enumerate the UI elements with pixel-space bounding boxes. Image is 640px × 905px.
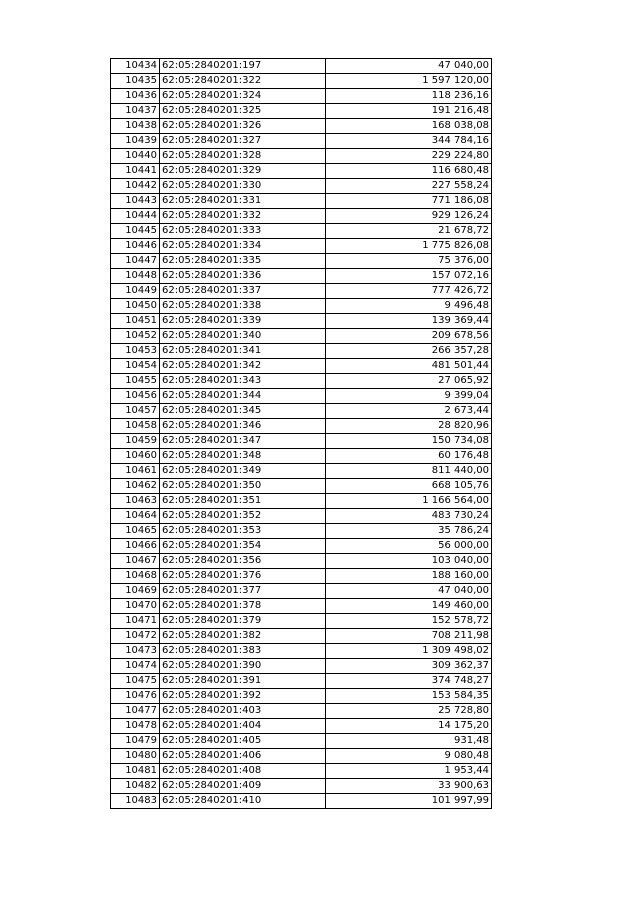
cadastral-number-cell: 62:05:2840201:351 [160, 494, 326, 509]
table-row [111, 164, 492, 179]
value-cell: 668 105,76 [326, 479, 492, 494]
cadastral-number-cell: 62:05:2840201:335 [160, 254, 326, 269]
table-row [111, 749, 492, 764]
row-number-cell: 10468 [111, 569, 160, 584]
row-number-cell: 10460 [111, 449, 160, 464]
value-cell: 209 678,56 [326, 329, 492, 344]
row-number-cell: 10476 [111, 689, 160, 704]
row-number-cell: 10444 [111, 209, 160, 224]
cadastral-number-cell: 62:05:2840201:344 [160, 389, 326, 404]
table-row [111, 734, 492, 749]
table-row [111, 239, 492, 254]
cadastral-number-cell: 62:05:2840201:330 [160, 179, 326, 194]
cadastral-number-cell: 62:05:2840201:406 [160, 749, 326, 764]
row-number-cell: 10450 [111, 299, 160, 314]
row-number-cell: 10453 [111, 344, 160, 359]
cadastral-number-cell: 62:05:2840201:324 [160, 89, 326, 104]
value-cell: 481 501,44 [326, 359, 492, 374]
cadastral-number-cell: 62:05:2840201:333 [160, 224, 326, 239]
row-number-cell: 10445 [111, 224, 160, 239]
value-cell: 1 775 826,08 [326, 239, 492, 254]
cadastral-number-cell: 62:05:2840201:322 [160, 74, 326, 89]
value-cell: 56 000,00 [326, 539, 492, 554]
cadastral-number-cell: 62:05:2840201:342 [160, 359, 326, 374]
cadastral-number-cell: 62:05:2840201:329 [160, 164, 326, 179]
value-cell: 929 126,24 [326, 209, 492, 224]
table-row [111, 329, 492, 344]
value-cell: 168 038,08 [326, 119, 492, 134]
cadastral-number-cell: 62:05:2840201:328 [160, 149, 326, 164]
table-row [111, 194, 492, 209]
row-number-cell: 10449 [111, 284, 160, 299]
value-cell: 14 175,20 [326, 719, 492, 734]
cadastral-number-cell: 62:05:2840201:408 [160, 764, 326, 779]
cadastral-number-cell: 62:05:2840201:392 [160, 689, 326, 704]
table-row [111, 434, 492, 449]
value-cell: 374 748,27 [326, 674, 492, 689]
row-number-cell: 10451 [111, 314, 160, 329]
row-number-cell: 10474 [111, 659, 160, 674]
row-number-cell: 10457 [111, 404, 160, 419]
cadastral-number-cell: 62:05:2840201:353 [160, 524, 326, 539]
table-row [111, 359, 492, 374]
value-cell: 118 236,16 [326, 89, 492, 104]
table-row [111, 614, 492, 629]
table-row [111, 254, 492, 269]
table-row [111, 509, 492, 524]
row-number-cell: 10477 [111, 704, 160, 719]
row-number-cell: 10465 [111, 524, 160, 539]
value-cell: 227 558,24 [326, 179, 492, 194]
value-cell: 1 597 120,00 [326, 74, 492, 89]
cadastral-number-cell: 62:05:2840201:346 [160, 419, 326, 434]
cadastral-number-cell: 62:05:2840201:332 [160, 209, 326, 224]
row-number-cell: 10459 [111, 434, 160, 449]
table-row [111, 119, 492, 134]
table-row [111, 374, 492, 389]
cadastral-number-cell: 62:05:2840201:410 [160, 794, 326, 809]
cadastral-number-cell: 62:05:2840201:405 [160, 734, 326, 749]
value-cell: 483 730,24 [326, 509, 492, 524]
table-row [111, 719, 492, 734]
table-row [111, 794, 492, 809]
row-number-cell: 10443 [111, 194, 160, 209]
row-number-cell: 10473 [111, 644, 160, 659]
cadastral-number-cell: 62:05:2840201:343 [160, 374, 326, 389]
row-number-cell: 10435 [111, 74, 160, 89]
value-cell: 266 357,28 [326, 344, 492, 359]
cadastral-number-cell: 62:05:2840201:339 [160, 314, 326, 329]
row-number-cell: 10452 [111, 329, 160, 344]
value-cell: 116 680,48 [326, 164, 492, 179]
table-row [111, 479, 492, 494]
value-cell: 25 728,80 [326, 704, 492, 719]
table-row [111, 284, 492, 299]
row-number-cell: 10481 [111, 764, 160, 779]
row-number-cell: 10461 [111, 464, 160, 479]
value-cell: 188 160,00 [326, 569, 492, 584]
row-number-cell: 10434 [111, 59, 160, 74]
table-row [111, 419, 492, 434]
cadastral-number-cell: 62:05:2840201:404 [160, 719, 326, 734]
value-cell: 2 673,44 [326, 404, 492, 419]
table-row [111, 659, 492, 674]
cadastral-number-cell: 62:05:2840201:334 [160, 239, 326, 254]
value-cell: 777 426,72 [326, 284, 492, 299]
value-cell: 139 369,44 [326, 314, 492, 329]
row-number-cell: 10463 [111, 494, 160, 509]
row-number-cell: 10479 [111, 734, 160, 749]
table-row [111, 449, 492, 464]
cadastral-number-cell: 62:05:2840201:382 [160, 629, 326, 644]
table-row [111, 554, 492, 569]
row-number-cell: 10466 [111, 539, 160, 554]
cadastral-number-cell: 62:05:2840201:345 [160, 404, 326, 419]
table-row [111, 299, 492, 314]
table-row [111, 344, 492, 359]
row-number-cell: 10437 [111, 104, 160, 119]
row-number-cell: 10483 [111, 794, 160, 809]
cadastral-number-cell: 62:05:2840201:327 [160, 134, 326, 149]
cadastral-number-cell: 62:05:2840201:347 [160, 434, 326, 449]
value-cell: 150 734,08 [326, 434, 492, 449]
row-number-cell: 10441 [111, 164, 160, 179]
cadastral-number-cell: 62:05:2840201:197 [160, 59, 326, 74]
row-number-cell: 10472 [111, 629, 160, 644]
cadastral-number-cell: 62:05:2840201:378 [160, 599, 326, 614]
row-number-cell: 10442 [111, 179, 160, 194]
value-cell: 152 578,72 [326, 614, 492, 629]
table-row [111, 89, 492, 104]
cadastral-number-cell: 62:05:2840201:326 [160, 119, 326, 134]
table-row [111, 644, 492, 659]
value-cell: 33 900,63 [326, 779, 492, 794]
table-row [111, 74, 492, 89]
value-cell: 28 820,96 [326, 419, 492, 434]
table-row [111, 59, 492, 74]
value-cell: 47 040,00 [326, 59, 492, 74]
row-number-cell: 10470 [111, 599, 160, 614]
cadastral-number-cell: 62:05:2840201:379 [160, 614, 326, 629]
value-cell: 75 376,00 [326, 254, 492, 269]
table-row [111, 704, 492, 719]
value-cell: 157 072,16 [326, 269, 492, 284]
cadastral-number-cell: 62:05:2840201:409 [160, 779, 326, 794]
table-row [111, 179, 492, 194]
table-row [111, 524, 492, 539]
row-number-cell: 10446 [111, 239, 160, 254]
table-row [111, 104, 492, 119]
table-row [111, 584, 492, 599]
row-number-cell: 10458 [111, 419, 160, 434]
table-row [111, 224, 492, 239]
value-cell: 153 584,35 [326, 689, 492, 704]
cadastral-number-cell: 62:05:2840201:376 [160, 569, 326, 584]
table-row [111, 209, 492, 224]
table-row [111, 404, 492, 419]
value-cell: 9 080,48 [326, 749, 492, 764]
table-row [111, 674, 492, 689]
value-cell: 1 953,44 [326, 764, 492, 779]
table-body [111, 59, 492, 809]
cadastral-number-cell: 62:05:2840201:337 [160, 284, 326, 299]
row-number-cell: 10469 [111, 584, 160, 599]
cadastral-number-cell: 62:05:2840201:325 [160, 104, 326, 119]
value-cell: 309 362,37 [326, 659, 492, 674]
value-cell: 708 211,98 [326, 629, 492, 644]
cadastral-number-cell: 62:05:2840201:338 [160, 299, 326, 314]
cadastral-number-cell: 62:05:2840201:349 [160, 464, 326, 479]
cadastral-number-cell: 62:05:2840201:356 [160, 554, 326, 569]
value-cell: 35 786,24 [326, 524, 492, 539]
row-number-cell: 10464 [111, 509, 160, 524]
value-cell: 1 309 498,02 [326, 644, 492, 659]
table-row [111, 779, 492, 794]
row-number-cell: 10482 [111, 779, 160, 794]
row-number-cell: 10440 [111, 149, 160, 164]
table-row [111, 689, 492, 704]
row-number-cell: 10456 [111, 389, 160, 404]
row-number-cell: 10439 [111, 134, 160, 149]
row-number-cell: 10438 [111, 119, 160, 134]
value-cell: 101 997,99 [326, 794, 492, 809]
cadastral-number-cell: 62:05:2840201:391 [160, 674, 326, 689]
row-number-cell: 10454 [111, 359, 160, 374]
row-number-cell: 10462 [111, 479, 160, 494]
table-row [111, 599, 492, 614]
table-row [111, 494, 492, 509]
row-number-cell: 10471 [111, 614, 160, 629]
value-cell: 149 460,00 [326, 599, 492, 614]
value-cell: 47 040,00 [326, 584, 492, 599]
cadastral-number-cell: 62:05:2840201:352 [160, 509, 326, 524]
value-cell: 229 224,80 [326, 149, 492, 164]
table-row [111, 389, 492, 404]
value-cell: 771 186,08 [326, 194, 492, 209]
value-cell: 60 176,48 [326, 449, 492, 464]
table-row [111, 149, 492, 164]
cadastral-number-cell: 62:05:2840201:377 [160, 584, 326, 599]
cadastral-number-cell: 62:05:2840201:331 [160, 194, 326, 209]
table-row [111, 464, 492, 479]
cadastral-value-table [110, 58, 492, 809]
cadastral-number-cell: 62:05:2840201:348 [160, 449, 326, 464]
value-cell: 344 784,16 [326, 134, 492, 149]
row-number-cell: 10448 [111, 269, 160, 284]
value-cell: 811 440,00 [326, 464, 492, 479]
table-row [111, 539, 492, 554]
cadastral-number-cell: 62:05:2840201:350 [160, 479, 326, 494]
value-cell: 27 065,92 [326, 374, 492, 389]
table-row [111, 629, 492, 644]
row-number-cell: 10455 [111, 374, 160, 389]
value-cell: 9 399,04 [326, 389, 492, 404]
table-row [111, 134, 492, 149]
cadastral-number-cell: 62:05:2840201:390 [160, 659, 326, 674]
value-cell: 21 678,72 [326, 224, 492, 239]
table-row [111, 314, 492, 329]
cadastral-number-cell: 62:05:2840201:383 [160, 644, 326, 659]
value-cell: 191 216,48 [326, 104, 492, 119]
value-cell: 9 496,48 [326, 299, 492, 314]
row-number-cell: 10475 [111, 674, 160, 689]
cadastral-number-cell: 62:05:2840201:403 [160, 704, 326, 719]
row-number-cell: 10478 [111, 719, 160, 734]
row-number-cell: 10467 [111, 554, 160, 569]
table-row [111, 269, 492, 284]
value-cell: 103 040,00 [326, 554, 492, 569]
cadastral-number-cell: 62:05:2840201:354 [160, 539, 326, 554]
value-cell: 931,48 [326, 734, 492, 749]
row-number-cell: 10447 [111, 254, 160, 269]
table-row [111, 764, 492, 779]
cadastral-number-cell: 62:05:2840201:340 [160, 329, 326, 344]
row-number-cell: 10480 [111, 749, 160, 764]
value-cell: 1 166 564,00 [326, 494, 492, 509]
row-number-cell: 10436 [111, 89, 160, 104]
cadastral-number-cell: 62:05:2840201:341 [160, 344, 326, 359]
cadastral-number-cell: 62:05:2840201:336 [160, 269, 326, 284]
table-row [111, 569, 492, 584]
